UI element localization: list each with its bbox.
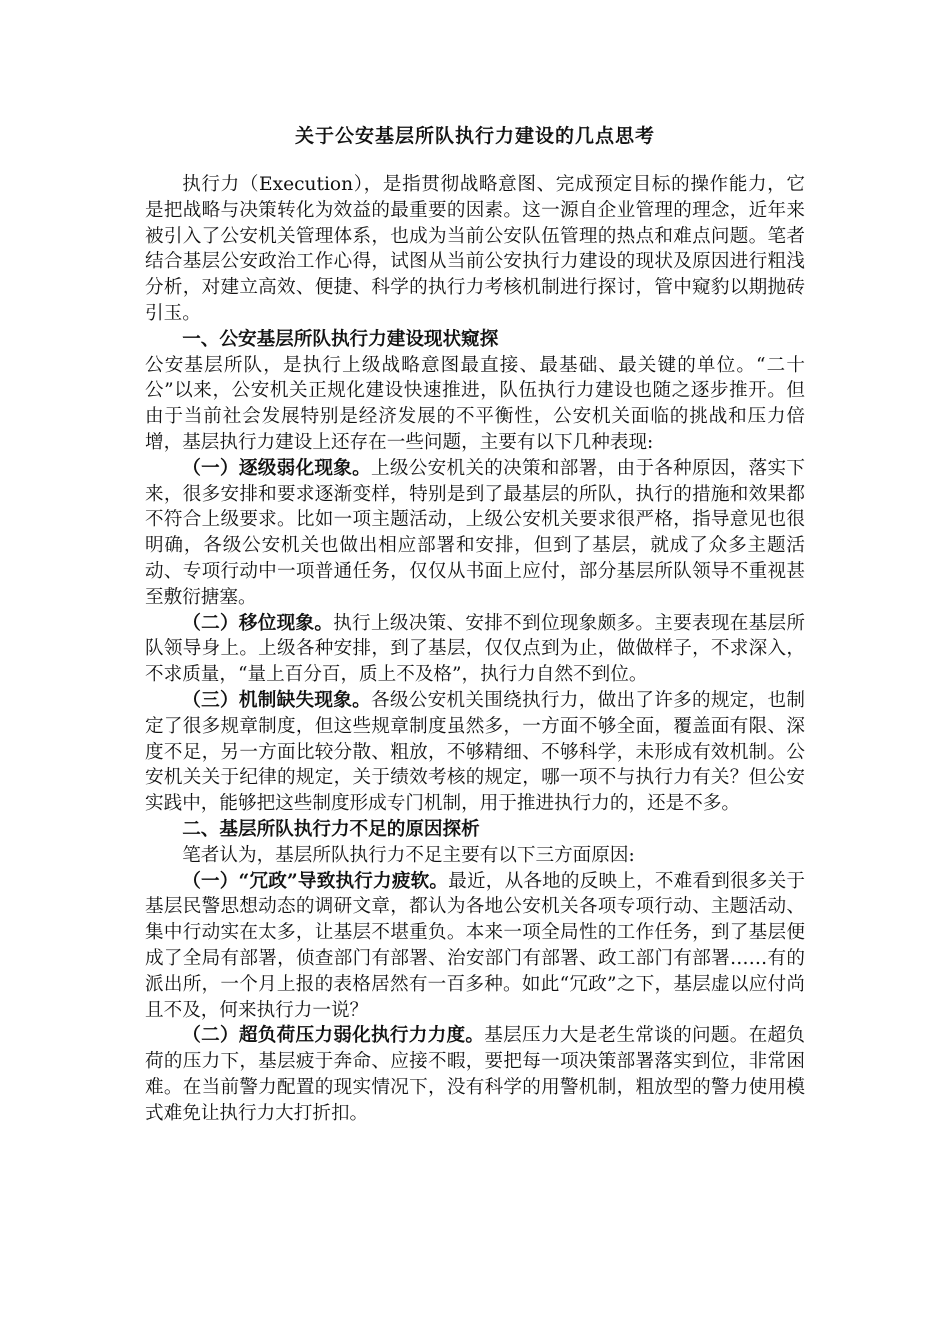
section-1-item-3 xyxy=(145,688,805,817)
item-lead: （三）机制缺失现象。 xyxy=(182,689,371,711)
item-lead: （二）超负荷压力弱化执行力力度。 xyxy=(182,1025,485,1047)
item-text: 各级公安机关围绕执行力，做出了许多的规定，也制定了很多规章制度，但这些规章制度虽然多，一方面不够全面，覆盖面有限、深度不足，另一方面比较分散、粗放，不够精细、不够科学，未形成有效机制。公安机关关于纪律的规定，关于绩效考核的规定，哪一项不与执行力有关？但公安实践中，能够把这些制度形成专门机制，用于推进执行力的，还是不多。 xyxy=(145,689,805,815)
item-text: 执行上级决策、安排不到位现象颇多。主要表现在基层所队领导身上。上级各种安排，到了基层，仅仅点到为止，做做样子，不求深入，不求质量，“量上百分百，质上不及格”，执行力自然不到位。 xyxy=(145,612,805,686)
document-title: 关于公安基层所队执行力建设的几点思考 xyxy=(294,125,655,147)
section-1-body: 公安基层所队，是执行上级战略意图最直接、最基础、最关键的单位。“二十公”以来，公安机关正规化建设快速推进，队伍执行力建设也随之逐步推开。但由于当前社会发展特别是经济发展的不平衡性，公安机关面临的挑战和压力倍增，基层执行力建设上还存在一些问题，主要有以下几种表现: xyxy=(145,354,805,453)
item-text: 最近，从各地的反映上，不难看到很多关于基层民警思想动态的调研文章，都认为各地公安机关各项专项行动、主题活动、集中行动实在太多，让基层不堪重负。本来一项全局性的工作任务，到了基层便成了全局有部署，侦查部门有部署、治安部门有部署、政工部门有部署……有的派出所，一个月上报的表格居然有一百多种。如此“冗政”之下，基层虚以应付尚且不及，何来执行力一说？ xyxy=(145,870,805,1021)
item-lead: （二）移位现象。 xyxy=(182,612,334,634)
item-text: 基层压力大是老生常谈的问题。在超负荷的压力下，基层疲于奔命、应接不暇，要把每一项决策部署落实到位，非常困难。在当前警力配置的现实情况下，没有科学的用警机制，粗放型的警力使用模式难免让执行力大打折扣。 xyxy=(145,1025,805,1124)
intro-paragraph: 执行力（Execution），是指贯彻战略意图、完成预定目标的操作能力，它是把战略与决策转化为效益的最重要的因素。这一源自企业管理的理念，近年来被引入了公安机关管理体系，也成为当前公安队伍管理的热点和难点问题。笔者结合基层公安政治工作心得，试图从当前公安执行力建设的现状及原因进行粗浅分析，对建立高效、便捷、科学的执行力考核机制进行探讨，管中窥豹以期抛砖引玉。 xyxy=(145,174,805,324)
item-text: 上级公安机关的决策和部署，由于各种原因，落实下来，很多安排和要求逐渐变样，特别是到了最基层的所队，执行的措施和效果都不符合上级要求。比如一项主题活动，上级公安机关要求很严格，指导意见也很明确，各级公安机关也做出相应部署和安排，但到了基层，就成了众多主题活动、专项行动中一项普通任务，仅仅从书面上应付，部分基层所队领导不重视甚至敷衍搪塞。 xyxy=(145,457,805,608)
section-1-item-1 xyxy=(145,456,805,611)
section-2-heading: 二、基层所队执行力不足的原因探析 xyxy=(182,818,480,840)
section-1-item-2 xyxy=(145,611,805,688)
document-page xyxy=(145,122,805,1126)
item-lead: （一）“冗政”导致执行力疲软。 xyxy=(182,870,449,892)
section-2-item-1 xyxy=(145,869,805,1024)
section-1-heading: 一、公安基层所队执行力建设现状窥探 xyxy=(182,328,499,350)
section-2-body: 笔者认为，基层所队执行力不足主要有以下三方面原因: xyxy=(182,844,635,866)
section-2-item-2 xyxy=(145,1023,805,1126)
item-lead: （一）逐级弱化现象。 xyxy=(182,457,371,479)
